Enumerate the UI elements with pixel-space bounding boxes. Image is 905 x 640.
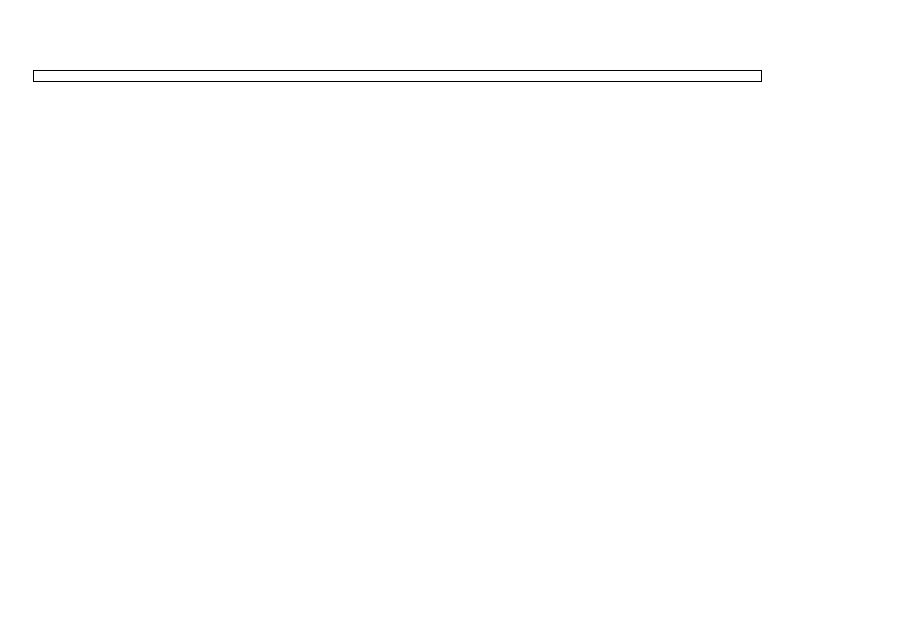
- section-header-row: [34, 71, 762, 82]
- section-header: [34, 71, 762, 82]
- investment-table: [33, 70, 762, 82]
